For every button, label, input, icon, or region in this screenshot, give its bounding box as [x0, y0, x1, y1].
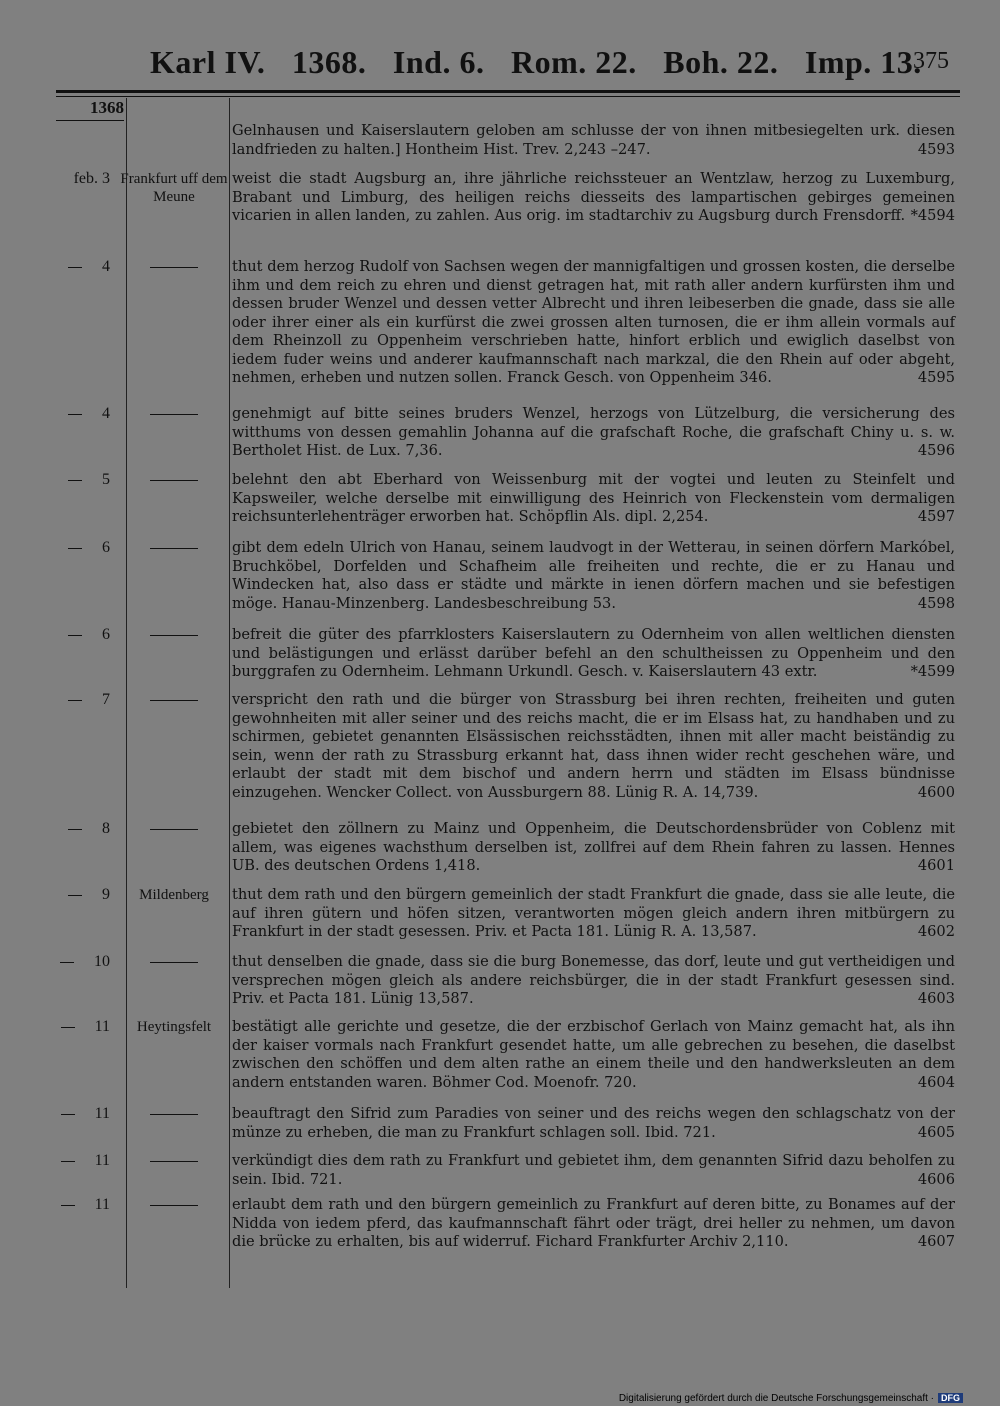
running-title — [150, 44, 940, 81]
entry-place-text: Mildenberg — [139, 887, 209, 903]
entry-text — [232, 886, 955, 942]
ditto-dash — [68, 548, 82, 549]
entry-body: erlaubt dem rath und den bürgern gemeinlich zu Frankfurt auf deren bitte, zu Bonames auf der Nidda von iedem pferd, das kaufmannschaft fährt oder trägt, drei heller zu nehmen, um davon die brücke zu erhalten, bis auf widerruf. Fichard Frankfurter Archiv 2,110. — [232, 1196, 955, 1250]
ditto-line — [150, 1161, 198, 1162]
entry-number: 4607 — [917, 1233, 955, 1250]
entry-text — [232, 122, 955, 159]
entry-date — [40, 539, 110, 558]
entry-body: beauftragt den Sifrid zum Paradies von seiner und des reichs wegen den schlagschatz von der münze zu erheben, die man zu Frankfurt schlagen soll. Ibid. 721. — [232, 1105, 955, 1141]
entry-number: 4596 — [917, 442, 955, 459]
entry-text — [232, 953, 955, 1009]
entry-body: gebietet den zöllnern zu Mainz und Oppenheim, die Deutschordensbrüder von Coblenz mit allem, was eigenes wachsthum derselben ist, zollfrei auf dem Rhein fahren zu lassen. Hennes UB. des deutschen Ordens 1,418. — [232, 820, 955, 874]
entry-text — [232, 539, 955, 613]
entry-date — [40, 953, 110, 972]
entry-body: verkündigt dies dem rath zu Frankfurt und gebietet ihm, dem genannten Sifrid dazu beholfen zu sein. Ibid. 721. — [232, 1152, 955, 1188]
ditto-dash — [68, 414, 82, 415]
entry-body: thut denselben die gnade, dass sie die burg Bonemesse, das dorf, leute und gut vertheidigen und versprechen mögen gleich als andere reichsbürger, die in der stadt Frankfurt gesessen sind. Priv. et Pacta 181. Lünig 13,587. — [232, 953, 955, 1007]
ditto-line — [150, 700, 198, 701]
entry-number: *4594 — [910, 207, 955, 224]
entry-place — [118, 953, 230, 971]
entry-date-text: 10 — [94, 953, 110, 970]
page-number: 375 — [913, 48, 949, 74]
entry-text — [232, 1152, 955, 1189]
entry-number: 4606 — [917, 1170, 955, 1188]
year-label: 1368 — [90, 98, 124, 117]
ditto-dash — [68, 480, 82, 481]
entry-place — [118, 1018, 230, 1036]
entry-date — [40, 170, 110, 189]
entry-date-text: 9 — [102, 886, 110, 903]
year-underline — [56, 120, 124, 121]
entry-place — [118, 691, 230, 709]
entry-date-text: 6 — [102, 539, 110, 556]
footer-text: Digitalisierung gefördert durch die Deutsche Forschungsgemeinschaft · — [618, 1393, 934, 1404]
title-part: Rom. 22. — [510, 44, 637, 80]
entry-place — [118, 1152, 230, 1170]
ditto-dash — [61, 1114, 75, 1115]
ditto-dash — [61, 1027, 75, 1028]
entry-body: belehnt den abt Eberhard von Weissenburg mit der vogtei und leuten zu Steinfelt und Kapsweiler, welche derselbe mit einwilligung des Heinrich von Fleckenstein vom dermaligen reichsunterlehenträger erworben hat. Schöpflin Als. dipl. 2,254. — [232, 471, 955, 525]
ditto-dash — [60, 962, 74, 963]
entry-body: befreit die güter des pfarrklosters Kaiserslautern zu Odernheim von allen weltlichen diensten und belästigungen und erlässt darüber befehl an den schultheissen zu Oppenheim und den burggrafen zu Odernheim. Lehmann Urkundl. Gesch. v. Kaiserslautern 43 extr. — [232, 626, 955, 680]
entry-body: genehmigt auf bitte seines bruders Wenzel, herzogs von Lützelburg, die versicherung des witthums von dessen gemahlin Johanna auf die grafschaft Roche, die grafschaft Chiny u. s. w. Bertholet Hist. de Lux. 7,36. — [232, 405, 955, 459]
title-part: Ind. 6. — [392, 44, 485, 80]
entry-number: 4602 — [917, 923, 955, 940]
entry-body: thut dem rath und den bürgern gemeinlich der stadt Frankfurt die gnade, dass sie alle leute, die auf ihren gütern und höfen sitzen, verantworten mögen gleich andern ihren mitbürgern zu Frankfurt in der stadt gesessen. Priv. et Pacta 181. Lünig R. A. 13,587. — [232, 886, 955, 940]
entry-body: thut dem herzog Rudolf von Sachsen wegen der mannigfaltigen und grossen kosten, die derselbe ihm und dem reich zu ehren und dienst getragen hat, mit rath aller andern kurfürsten ihm und dessen bruder Wenzel und dessen vetter Albrecht und ihren leibeserben die gnade, dass sie alle oder ihrer einer als ein kurfürst die zwei grossen alten turnosen, die er ihm allein vormals auf dem Rheinzoll zu Oppenheim verschrieben hatte, hinfort erblich und ewiglich daselbst von iedem fuder weins und anderer kaufmannschaft nach markzal, die den Rhein auf oder abgeht, nehmen, erheben und nutzen sollen. Franck Gesch. von Oppenheim 346. — [232, 258, 955, 386]
entry-place — [118, 471, 230, 489]
ditto-line — [150, 962, 198, 963]
entry-date — [40, 405, 110, 424]
entry-number: 4598 — [917, 594, 955, 612]
entry-date — [40, 258, 110, 277]
entry-text — [232, 626, 955, 682]
entry-date — [40, 1018, 110, 1037]
entry-date-text: 4 — [102, 405, 110, 422]
entry-text — [232, 1105, 955, 1142]
entry-date — [40, 1105, 110, 1124]
entry-text — [232, 258, 955, 388]
title-part: Boh. 22. — [663, 44, 779, 80]
entry-text — [232, 471, 955, 527]
entry-date — [40, 1196, 110, 1215]
entry-place — [118, 1105, 230, 1123]
entry-text — [232, 170, 955, 226]
entry-date-text: 5 — [102, 471, 110, 488]
entry-text — [232, 405, 955, 461]
entry-place-text: Heytingsfelt — [136, 1019, 212, 1035]
entry-date — [40, 1152, 110, 1171]
title-part: 1368. — [291, 44, 367, 80]
ditto-line — [150, 548, 198, 549]
ditto-dash — [68, 895, 82, 896]
entry-place — [118, 820, 230, 838]
entry-body: Gelnhausen und Kaiserslautern geloben am schlusse der von ihnen mitbesiegelten urk. diesen landfrieden zu halten.] Hontheim Hist. Trev. 2,243 –247. — [232, 122, 955, 158]
ditto-line — [150, 267, 198, 268]
header-rule-thin — [56, 96, 960, 97]
entry-number: 4595 — [917, 369, 955, 386]
ditto-dash — [68, 829, 82, 830]
entry-number: 4605 — [917, 1123, 955, 1141]
entry-date — [40, 886, 110, 905]
ditto-dash — [68, 635, 82, 636]
entry-place — [118, 170, 230, 206]
entry-body: weist die stadt Augsburg an, ihre jährliche reichssteuer an Wentzlaw, herzog zu Luxemburg, Brabant und Limburg, des heiligen reichs diesseits des lampartischen gebirges gemeinen vicarien in allen landen, zu zahlen. Aus orig. im stadtarchiv zu Augsburg durch Frensdorff. — [232, 170, 955, 224]
ditto-line — [150, 1114, 198, 1115]
entry-place — [118, 405, 230, 423]
entry-text — [232, 691, 955, 802]
entry-number: 4593 — [917, 140, 955, 158]
entry-body: gibt dem edeln Ulrich von Hanau, seinem laudvogt in der Wetterau, in seinen dörfern Markóbel, Bruchköbel, Dorfelden und Schafheim alle freiheiten und rechte, die er zu Hanau und Windecken hat, also dass er städte und märkte in ienen dörfern machen und sie befestigen möge. Hanau-Minzenberg. Landesbeschreibung 53. — [232, 539, 955, 612]
entry-number: 4601 — [917, 857, 955, 874]
entry-number: 4603 — [917, 990, 955, 1007]
entry-body: verspricht den rath und die bürger von Strassburg bei ihren rechten, freiheiten und guten gewohnheiten mit aller seiner und des reichs macht, die er im Elsass hat, zu handhaben und zu schirmen, gebietet genannten Elsässischen reichsstädten, ihnen mit aller macht beiständig zu sein, wenn der rath zu Strassburg erkannt hat, dass ihnen wider recht geschehen wäre, und erlaubt der stadt mit dem bischof und andern herrn und städten im Elsass bündnisse einzugehen. Wencker Collect. von Aussburgern 88. Lünig R. A. 14,739. — [232, 691, 955, 801]
entry-place — [118, 1196, 230, 1214]
entry-date-text: 6 — [102, 626, 110, 643]
entry-date-text: 11 — [94, 1196, 110, 1213]
dfg-logo: DFG — [938, 1393, 963, 1403]
ditto-dash — [68, 700, 82, 701]
entry-place — [118, 258, 230, 276]
entry-text — [232, 1196, 955, 1252]
entry-number: 4604 — [917, 1073, 955, 1091]
entry-place — [118, 626, 230, 644]
entry-date-text: 11 — [94, 1152, 110, 1169]
ditto-dash — [61, 1161, 75, 1162]
ditto-line — [150, 1205, 198, 1206]
title-part: Imp. 13. — [804, 44, 922, 80]
entry-place — [118, 886, 230, 904]
ditto-line — [150, 635, 198, 636]
ditto-dash — [61, 1205, 75, 1206]
entry-number: 4597 — [917, 508, 955, 525]
entry-date-text: 7 — [102, 691, 110, 708]
header-rule — [56, 90, 960, 93]
ditto-dash — [68, 267, 82, 268]
entry-place — [118, 539, 230, 557]
entry-date-text: feb. 3 — [73, 170, 110, 187]
entry-text — [232, 820, 955, 876]
title-part: Karl IV. — [150, 44, 266, 80]
entry-date-text: 4 — [102, 258, 110, 275]
entry-body: bestätigt alle gerichte und gesetze, die der erzbischof Gerlach von Mainz gemacht hat, als ihn der kaiser vormals nach Frankfurt gesendet hatte, um alle gebrechen zu besehen, die daselbst zwischen den schöffen und dem alten rathe an einem theile und den handwerksleuten an dem andern entstanden waren. Böhmer Cod. Moenofr. 720. — [232, 1018, 955, 1091]
entry-number: *4599 — [910, 663, 955, 680]
entry-date — [40, 691, 110, 710]
entry-date — [40, 820, 110, 839]
ditto-line — [150, 829, 198, 830]
ditto-line — [150, 480, 198, 481]
entry-date-text: 11 — [94, 1018, 110, 1035]
entry-date-text: 8 — [102, 820, 110, 837]
entry-date — [40, 471, 110, 490]
entry-text — [232, 1018, 955, 1092]
footer-credit — [619, 1393, 963, 1404]
entry-number: 4600 — [917, 783, 955, 801]
entry-date-text: 11 — [94, 1105, 110, 1122]
entry-place-text: Frankfurt uff dem Meune — [120, 171, 228, 205]
ditto-line — [150, 414, 198, 415]
entry-date — [40, 626, 110, 645]
